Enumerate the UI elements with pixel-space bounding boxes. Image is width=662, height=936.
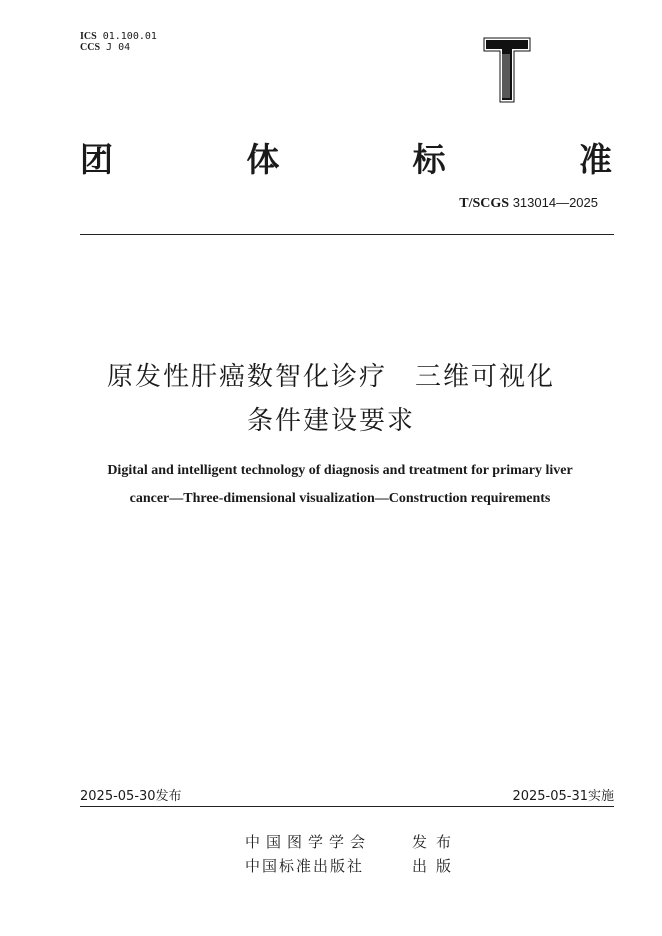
publisher-action: 发布 [412,833,461,851]
ccs-label: CCS [80,42,101,53]
title-en-line2: cancer—Three-dimensional visualization—Construction requirements [129,491,551,506]
ics-label: ICS [80,31,97,42]
category-char: 准 [578,140,612,179]
press-action: 出版 [412,857,461,875]
standard-number [459,195,598,212]
standard-logo-t [482,34,532,104]
classification-block [80,31,157,53]
category-char: 标 [412,140,446,179]
ics-line [80,31,157,42]
implement-date: 2025-05-31实施 [512,789,614,804]
ics-value: 01.100.01 [102,31,157,42]
standard-prefix: T/SCGS [459,196,510,211]
document-category [80,134,612,181]
standard-code: 313014—2025 [512,195,598,210]
ccs-value: J 04 [106,42,131,53]
publisher-org: 中国图学学会 [245,833,372,851]
title-cn-line1: 原发性肝癌数智化诊疗 三维可视化 [106,362,555,392]
title-cn-line2: 条件建设要求 [246,406,415,436]
publish-date: 2025-05-30发布 [80,789,182,804]
category-char: 团 [80,140,113,179]
title-en-line1: Digital and intelligent technology of diagnosis and treatment for primary liver [107,463,573,478]
press-org: 中国标准出版社 [245,857,365,875]
ccs-line [80,42,157,53]
category-char: 体 [246,140,280,179]
bottom-divider [80,806,614,807]
top-divider [80,234,614,235]
